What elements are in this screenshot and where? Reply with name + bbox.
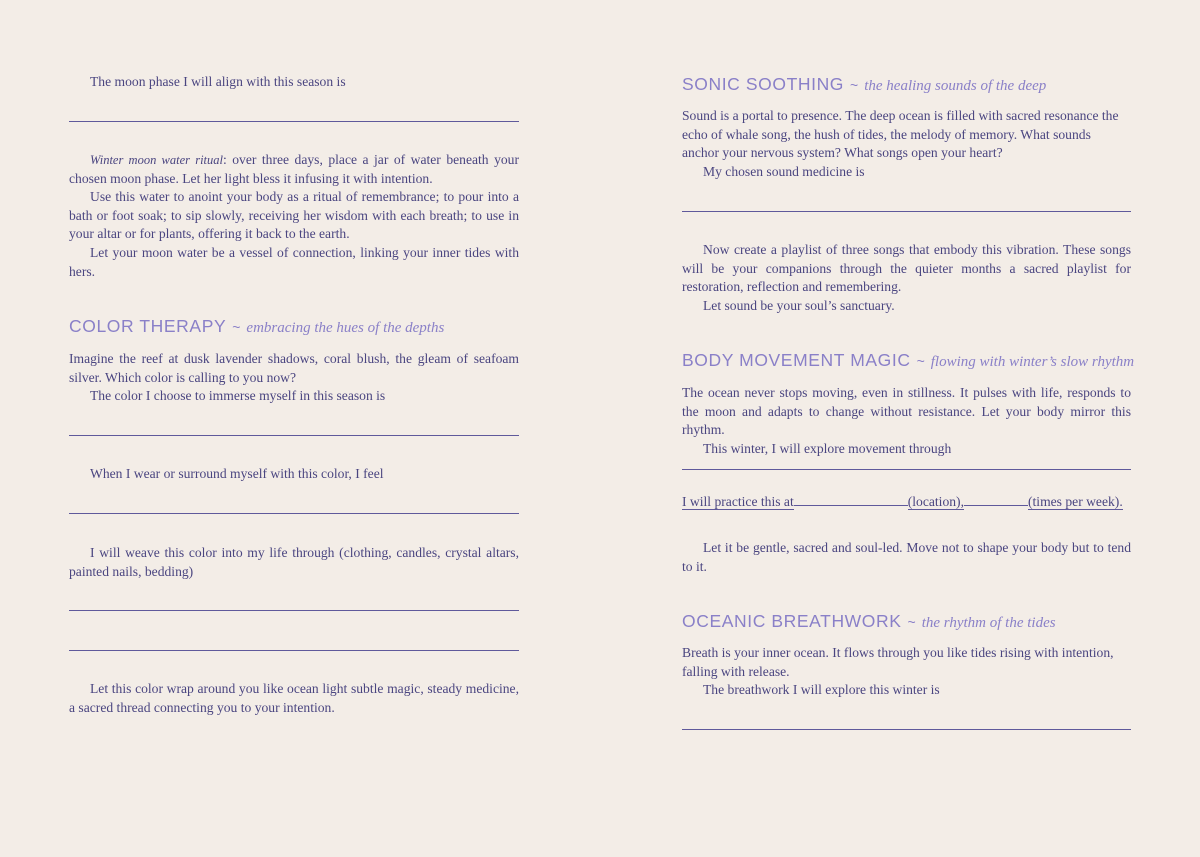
ritual-paragraph-2: Use this water to anoint your body as a ritual of remembrance; to pour into a bath or foot soak; to sip slowly, receiving her wisdom with each breath; to use in your altar or for plants, offering it back to the earth. (69, 189, 519, 242)
color-feel-answer-line[interactable] (69, 513, 519, 514)
movement-answer-line[interactable] (682, 469, 1131, 470)
frequency-blank[interactable] (964, 491, 1028, 506)
location-label: (location), (907, 494, 964, 509)
color-therapy-intro: Imagine the reef at dusk lavender shadows, coral blush, the gleam of seafoam silver. Which color is calling to you now? The color I choose to immerse myself in this season is (69, 350, 519, 406)
location-blank[interactable] (794, 491, 908, 506)
right-page (600, 0, 1200, 857)
moon-phase-prompt: The moon phase I will align with this season is (90, 74, 346, 89)
sonic-soothing-heading: SONIC SOOTHING ~ the healing sounds of the deep (682, 74, 1047, 94)
breath-intro: Breath is your inner ocean. It flows through you like tides rising with intention, falling with release. The breathwork I will explore this winter is (682, 644, 1131, 700)
practice-row (682, 491, 1123, 512)
sonic-prompt: My chosen sound medicine is (703, 163, 865, 179)
movement-closing: Let it be gentle, sacred and soul-led. Move not to shape your body but to tend to it. (682, 540, 1131, 574)
sonic-closing: Let sound be your soul’s sanctuary. (703, 297, 895, 313)
oceanic-breathwork-heading: OCEANIC BREATHWORK ~ the rhythm of the tides (682, 611, 1056, 631)
color-feel-prompt: When I wear or surround myself with this color, I feel (90, 466, 384, 481)
color-weave-answer-line-1[interactable] (69, 610, 519, 611)
color-weave-answer-line-2[interactable] (69, 650, 519, 651)
ritual-paragraph-3: Let your moon water be a vessel of connection, linking your inner tides with hers. (69, 244, 519, 279)
breath-prompt: The breathwork I will explore this winter is (703, 682, 940, 698)
moon-phase-answer-line[interactable] (69, 121, 519, 122)
sonic-intro: Sound is a portal to presence. The deep ocean is filled with sacred resonance the echo of whale song, the hush of tides, the melody of memory. What sounds anchor your nervous system? What songs open your heart? My chosen sound medicine is (682, 107, 1131, 181)
color-choose-prompt: The color I choose to immerse myself in this season is (90, 388, 386, 404)
body-movement-heading: BODY MOVEMENT MAGIC ~ flowing with winter’s slow rhythm (682, 350, 1135, 370)
ritual-paragraph-1: : over three days, place a jar of water beneath your chosen moon phase. Let her light bless it infusing it with intention. (69, 152, 519, 186)
breath-answer-line[interactable] (682, 729, 1131, 730)
practice-prefix: I will practice this at (682, 494, 794, 509)
movement-intro: The ocean never stops moving, even in stillness. It pulses with life, responds to the moon and adapts to change without resistance. Let your body mirror this rhythm. This winter, I will explore movement through (682, 384, 1131, 458)
color-choice-answer-line[interactable] (69, 435, 519, 436)
color-therapy-heading: COLOR THERAPY ~ embracing the hues of the depths (69, 316, 445, 336)
frequency-label: (times per week). (1027, 494, 1123, 509)
color-closing: Let this color wrap around you like ocean light subtle magic, steady medicine, a sacred thread connecting you to your intention. (69, 681, 519, 715)
ritual-title: Winter moon water ritual (90, 153, 223, 167)
color-weave-prompt: I will weave this color into my life through (clothing, candles, crystal altars, painted nails, bedding) (69, 545, 519, 579)
movement-prompt: This winter, I will explore movement through (703, 440, 952, 456)
sonic-playlist: Now create a playlist of three songs that embody this vibration. These songs will be your companions through the quieter months a sacred playlist for restoration, reflection and remembering. Let sound be your soul’s sanctuary. (682, 241, 1131, 315)
moon-water-ritual (69, 151, 519, 281)
sonic-answer-line[interactable] (682, 211, 1131, 212)
